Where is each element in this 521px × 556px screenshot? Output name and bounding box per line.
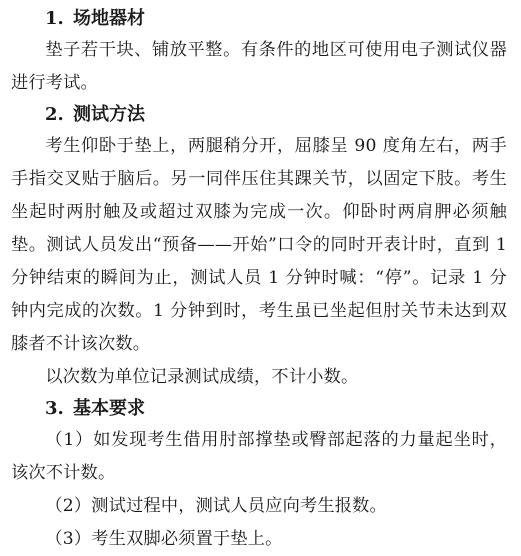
section-heading-equipment [11,4,507,34]
section-number: 1. [45,8,64,29]
paragraph-scoring: 以次数为单位记录测试成绩，不计小数。 [45,367,359,387]
section-title: 测试方法 [73,104,145,125]
paragraph-method: 考生仰卧于垫上，两腿稍分开，屈膝呈 90 度角左右，两手手指交叉贴于脑后。另一同伴压住其踝关节，以固定下肢。考生坐起时两肘触及或超过双膝为完成一次。仰卧时两肩胛必须触垫。测试人员发出“预备——开始”口令的同时开表计时，直到 1 分钟结束的瞬间为止，测试人员 1 分钟时喊：“停”。记录 1 分钟内完成的次数。1 分钟到时，考生虽已坐起但肘关节未达到双膝者不计该次数。 [11,136,507,354]
section-heading-method [11,100,507,130]
section-title: 场地器材 [73,8,145,29]
section-number: 2. [45,104,64,125]
requirement-item-3: （3）考生双脚必须置于垫上。 [45,529,283,549]
paragraph-equipment: 垫子若干块、铺放平整。有条件的地区可使用电子测试仪器进行考试。 [11,40,507,93]
section-number: 3. [45,398,64,419]
requirement-item-1: （1）如发现考生借用肘部撑垫或臀部起落的力量起坐时，该次不计数。 [11,430,507,483]
section-heading-requirements [11,394,507,424]
requirement-item-2: （2）测试过程中，测试人员应向考生报数。 [45,496,387,516]
section-title: 基本要求 [73,398,145,419]
